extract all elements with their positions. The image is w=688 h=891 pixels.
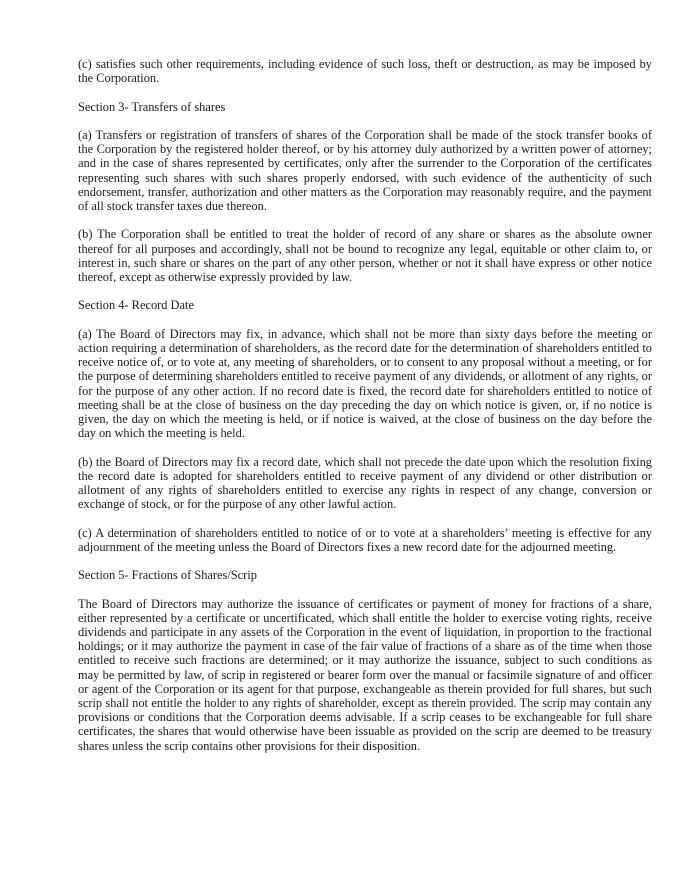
paragraph: (b) the Board of Directors may fix a record date, which shall not precede the date upon which the resolution fixing the record date is adopted for shareholders entitled to receive payment of any dividend or other distribution or allotment of any rights of shareholders entitled to exercise any rights in respect of any change, conversion or exchange of stock, or for the purpose of any other lawful action. <box>78 454 652 512</box>
paragraph: The Board of Directors may authorize the issuance of certificates or payment of money for fractions of a share, either represented by a certificate or uncertificated, which shall entitle the holder to exercise voting rights, receive dividends and participate in any assets of the Corporation in the event of liquidation, in proportion to the fractional holdings; or it may authorize the payment in case of the fair value of fractions of a share as of the time when those entitled to receive such fractions are determined; or it may authorize the issuance, subject to such conditions as may be permitted by law, of scrip in registered or bearer form over the manual or facsimile signature of and officer or agent of the Corporation or its agent for that purpose, exchangeable as therein provided for full shares, but such scrip shall not entitle the holder to any rights of shareholder, except as therein provided. The scrip may contain any provisions or conditions that the Corporation deems advisable. If a scrip ceases to be exchangeable for full share certificates, the shares that would otherwise have been issuable as provided on the scrip are deemed to be treasury shares unless the scrip contains other provisions for their disposition. <box>78 596 652 753</box>
paragraph: (c) satisfies such other requirements, including evidence of such loss, theft or destruction, as may be imposed by the Corporation. <box>78 57 652 86</box>
section-heading: Section 3- Transfers of shares <box>78 99 226 114</box>
text-column <box>78 57 652 767</box>
section-heading: Section 5- Fractions of Shares/Scrip <box>78 568 257 583</box>
section-heading: Section 4- Record Date <box>78 298 194 313</box>
paragraph: (c) A determination of shareholders entitled to notice of or to vote at a shareholders’ meeting is effective for any adjournment of the meeting unless the Board of Directors fixes a new record date for the adjourned meeting. <box>78 525 652 554</box>
paragraph: (b) The Corporation shall be entitled to treat the holder of record of any share or shares as the absolute owner thereof for all purposes and accordingly, shall not be bound to recognize any legal, equitable or other claim to, or interest in, such share or shares on the part of any other person, whether or not it shall have express or other notice thereof, except as otherwise expressly provided by law. <box>78 227 652 284</box>
paragraph: (a) Transfers or registration of transfers of shares of the Corporation shall be made of the stock transfer books of the Corporation by the registered holder thereof, or by his attorney duly authorized by a written power of attorney; and in the case of shares represented by certificates, only after the surrender to the Corporation of the certificates representing such shares with such shares properly endorsed, with such evidence of the authenticity of such endorsement, transfer, authorization and other matters as the Corporation may reasonably require, and the payment of all stock transfer taxes due thereon. <box>78 127 652 213</box>
paragraph: (a) The Board of Directors may fix, in advance, which shall not be more than sixty days before the meeting or action requiring a determination of shareholders, as the record date for the determination of shareholders entitled to receive notice of, or to vote at, any meeting of shareholders, or to consent to any proposal without a meeting, or for the purpose of determining shareholders entitled to receive payment of any dividends, or allotment of any rights, or for the purpose of any other action. If no record date is fixed, the record date for shareholders entitled to notice of meeting shall be at the close of business on the day preceding the day on which notice is given, or, if no notice is given, the day on which the meeting is held, or if notice is waived, at the close of business on the day before the day on which the meeting is held. <box>78 326 652 441</box>
